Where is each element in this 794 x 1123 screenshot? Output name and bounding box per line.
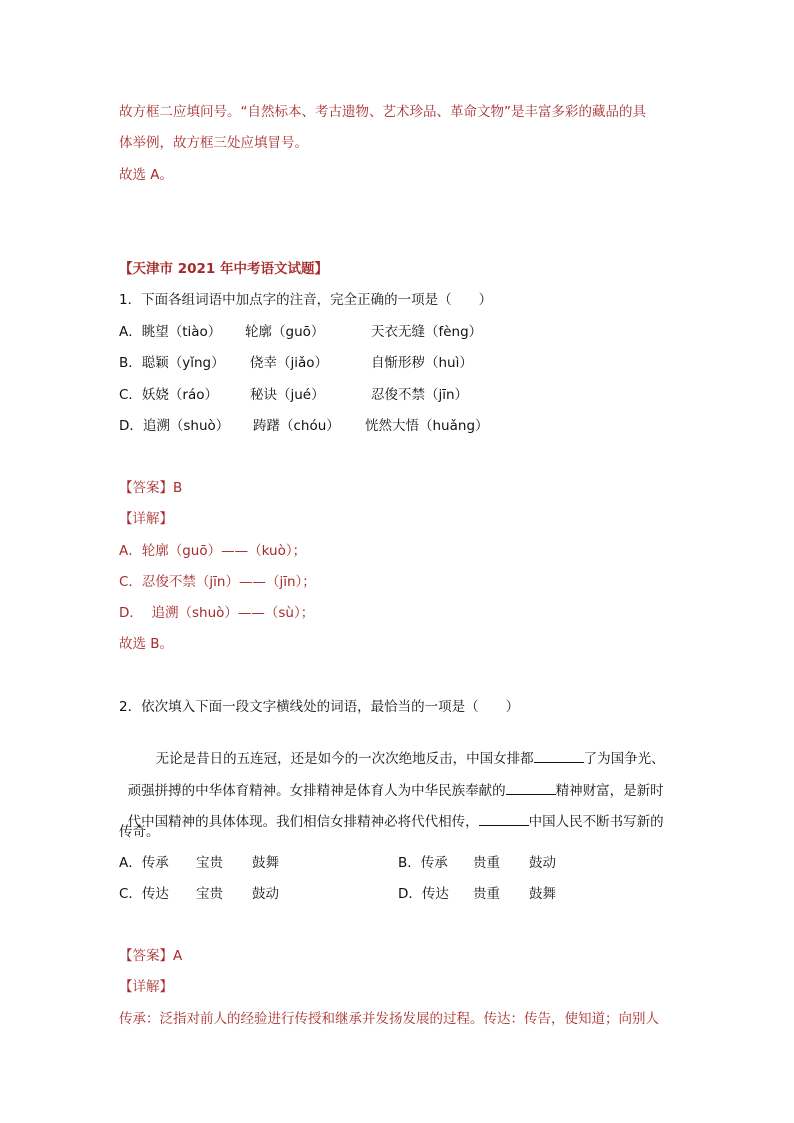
q2-text: 中国人民不断书写新的	[528, 814, 664, 830]
q2-text: 顽强拼搏的中华体育精神。女排精神是体育人为中华民族奉献的	[127, 783, 506, 799]
q1-option-d-3: 恍然大悟（huǎng）	[365, 418, 489, 434]
q1-detail-a: A．轮廓（guō）——（kuò）；	[119, 543, 307, 559]
q2-paragraph-line-4: 传奇。	[119, 824, 160, 840]
q2-text: 无论是昔日的五连冠，还是如今的一次次绝地反击，中国女排都	[155, 751, 534, 767]
q1-option-b-3: 自惭形秽（huì）	[371, 355, 473, 371]
q2-option-a-2: 宝贵	[196, 855, 223, 871]
q1-option-c-2: 秘诀（jué）	[250, 387, 325, 403]
q1-stem: 1．下面各组词语中加点字的注音，完全正确的一项是（ ）	[119, 292, 493, 308]
q1-option-d-2: 踌躇（chóu）	[253, 418, 340, 434]
q2-text: 精神财富，是新时	[555, 783, 664, 799]
q1-detail-d: D． 追溯（shuò）——（sù）；	[119, 605, 315, 621]
intro-line-1: 故方框二应填问号。“自然标本、考古遗物、艺术珍品、革命文物”是丰富多彩的藏品的具	[119, 104, 646, 120]
q1-option-d-1: D．追溯（shuò）	[119, 418, 230, 434]
q1-option-c-3: 忍俊不禁（jīn）	[371, 387, 469, 403]
q2-detail-title: 【详解】	[119, 979, 173, 995]
q1-option-b-1: B．聪颖（yǐng）	[119, 355, 225, 371]
q2-paragraph-line-3	[119, 791, 664, 832]
q1-option-c-1: C．妖娆（ráo）	[119, 387, 219, 403]
intro-line-2: 体举例，故方框三处应填冒号。	[119, 135, 308, 151]
q2-option-b-2: 贵重	[473, 855, 500, 871]
q2-option-c-3: 鼓动	[252, 886, 279, 902]
q2-option-d-1: D．传达	[398, 886, 449, 902]
q2-option-d-3: 鼓舞	[529, 886, 556, 902]
q2-option-d-2: 贵重	[473, 886, 500, 902]
q1-option-a-2: 轮廓（guō）	[245, 324, 325, 340]
q1-answer: 【答案】B	[119, 480, 183, 496]
q2-option-b-1: B．传承	[398, 855, 448, 871]
q1-option-a-1: A．眺望（tiào）	[119, 324, 222, 340]
q2-detail-line: 传承：泛指对前人的经验进行传授和继承并发扬发展的过程。传达：传告，使知道；向别人	[119, 1011, 659, 1027]
q2-option-a-3: 鼓舞	[252, 855, 279, 871]
q1-detail-title: 【详解】	[119, 511, 173, 527]
q2-answer: 【答案】A	[119, 948, 183, 964]
blank-3	[479, 811, 529, 826]
q1-option-b-2: 侥幸（jiǎo）	[250, 355, 329, 371]
q2-text: 代中国精神的具体体现。我们相信女排精神必将代代相传，	[127, 814, 479, 830]
q2-option-a-1: A．传承	[119, 855, 169, 871]
section-title: 【天津市 2021 年中考语文试题】	[119, 261, 328, 277]
q2-option-b-3: 鼓动	[529, 855, 556, 871]
q2-option-c-2: 宝贵	[196, 886, 223, 902]
q2-text: 了为国争光、	[583, 751, 665, 767]
q1-detail-c: C．忍俊不禁（jīn）——（jīn）；	[119, 574, 316, 590]
q2-option-c-1: C．传达	[119, 886, 169, 902]
q1-conclusion: 故选 B。	[119, 636, 174, 652]
q1-option-a-3: 天衣无缝（fèng）	[371, 324, 483, 340]
intro-line-3: 故选 A。	[119, 167, 174, 183]
q2-stem: 2．依次填入下面一段文字横线处的词语，最恰当的一项是（ ）	[119, 699, 520, 715]
